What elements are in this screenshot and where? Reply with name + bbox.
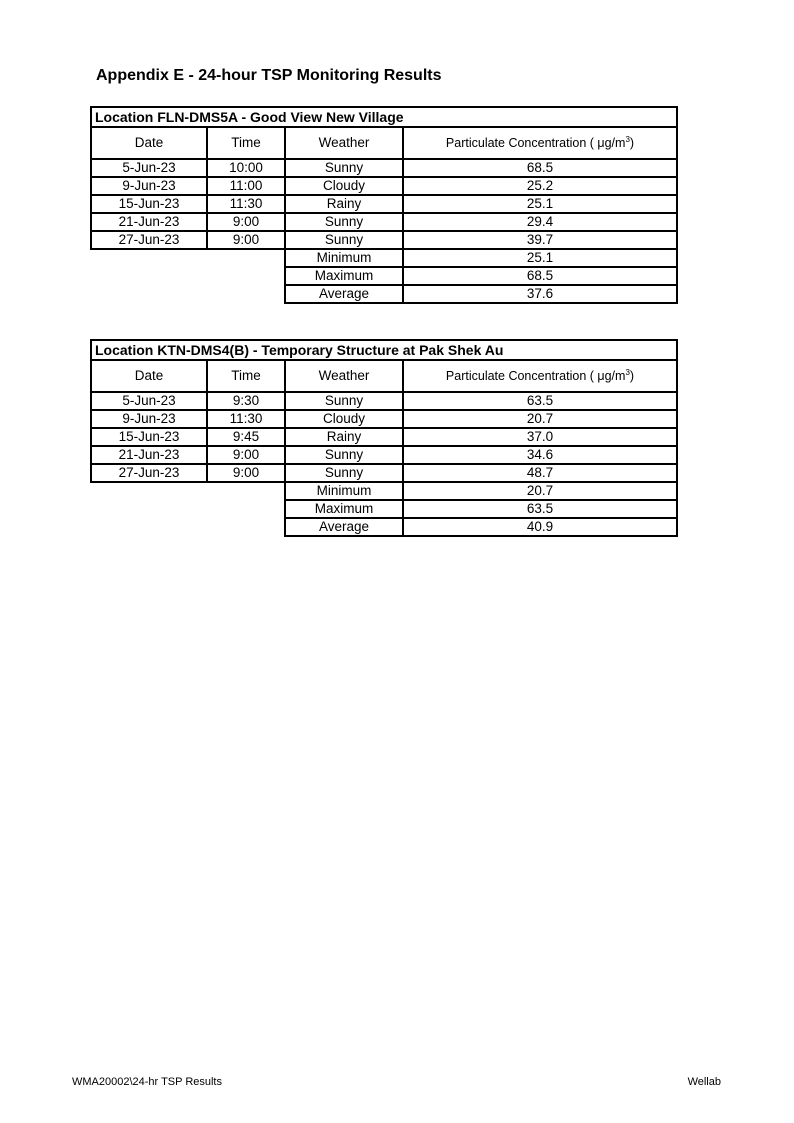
concentration-cell: 34.6	[403, 446, 677, 464]
time-cell: 9:00	[207, 464, 285, 482]
date-cell: 21-Jun-23	[91, 446, 207, 464]
concentration-cell: 37.0	[403, 428, 677, 446]
weather-cell: Sunny	[285, 392, 403, 410]
time-cell: 11:30	[207, 410, 285, 428]
concentration-cell: 25.2	[403, 177, 677, 195]
page-title: Appendix E - 24-hour TSP Monitoring Results	[96, 67, 442, 84]
summary-value: 63.5	[403, 500, 677, 518]
summary-row-maximum	[91, 267, 677, 285]
summary-label: Average	[285, 285, 403, 303]
blank-cell	[91, 518, 285, 536]
summary-row-average	[91, 285, 677, 303]
date-cell: 15-Jun-23	[91, 428, 207, 446]
concentration-cell: 25.1	[403, 195, 677, 213]
table-row	[91, 213, 677, 231]
summary-value: 25.1	[403, 249, 677, 267]
summary-value: 37.6	[403, 285, 677, 303]
header-date: Date	[91, 127, 207, 159]
weather-cell: Sunny	[285, 213, 403, 231]
summary-value: 20.7	[403, 482, 677, 500]
table-row	[91, 428, 677, 446]
weather-cell: Sunny	[285, 464, 403, 482]
table-row	[91, 464, 677, 482]
weather-cell: Cloudy	[285, 177, 403, 195]
date-cell: 27-Jun-23	[91, 231, 207, 249]
summary-label: Average	[285, 518, 403, 536]
table-row	[91, 159, 677, 177]
time-cell: 9:00	[207, 231, 285, 249]
location-title: Location FLN-DMS5A - Good View New Village	[91, 107, 677, 127]
time-cell: 9:00	[207, 213, 285, 231]
date-cell: 21-Jun-23	[91, 213, 207, 231]
summary-label: Maximum	[285, 500, 403, 518]
concentration-cell: 39.7	[403, 231, 677, 249]
date-cell: 15-Jun-23	[91, 195, 207, 213]
date-cell: 9-Jun-23	[91, 177, 207, 195]
table-row	[91, 410, 677, 428]
weather-cell: Sunny	[285, 159, 403, 177]
date-cell: 5-Jun-23	[91, 159, 207, 177]
summary-row-minimum	[91, 482, 677, 500]
concentration-cell: 29.4	[403, 213, 677, 231]
blank-cell	[91, 482, 285, 500]
header-concentration: Particulate Concentration ( $\mu g/m^3$)	[403, 360, 677, 392]
tsp-results-table-ktn-dms4b	[90, 339, 678, 537]
date-cell: 27-Jun-23	[91, 464, 207, 482]
summary-label: Minimum	[285, 482, 403, 500]
weather-cell: Sunny	[285, 231, 403, 249]
header-date: Date	[91, 360, 207, 392]
summary-row-average	[91, 518, 677, 536]
summary-label: Maximum	[285, 267, 403, 285]
time-cell: 11:30	[207, 195, 285, 213]
time-cell: 9:00	[207, 446, 285, 464]
blank-cell	[91, 249, 285, 267]
header-weather: Weather	[285, 127, 403, 159]
location-title: Location KTN-DMS4(B) - Temporary Structure at Pak Shek Au	[91, 340, 677, 360]
header-concentration: Particulate Concentration ( $\mu g/m^3$)	[403, 127, 677, 159]
footer-company: Wellab	[687, 1076, 721, 1088]
header-weather: Weather	[285, 360, 403, 392]
table-row	[91, 446, 677, 464]
blank-cell	[91, 285, 285, 303]
blank-cell	[91, 267, 285, 285]
blank-cell	[91, 500, 285, 518]
concentration-cell: 63.5	[403, 392, 677, 410]
summary-label: Minimum	[285, 249, 403, 267]
header-time: Time	[207, 127, 285, 159]
tsp-results-table-fln-dms5a	[90, 106, 678, 304]
time-cell: 9:45	[207, 428, 285, 446]
weather-cell: Sunny	[285, 446, 403, 464]
footer-document-ref: WMA20002\24-hr TSP Results	[72, 1076, 222, 1088]
time-cell: 10:00	[207, 159, 285, 177]
date-cell: 5-Jun-23	[91, 392, 207, 410]
header-time: Time	[207, 360, 285, 392]
table-row	[91, 195, 677, 213]
summary-value: 68.5	[403, 267, 677, 285]
weather-cell: Rainy	[285, 428, 403, 446]
summary-row-minimum	[91, 249, 677, 267]
table-row	[91, 177, 677, 195]
table-row	[91, 231, 677, 249]
weather-cell: Rainy	[285, 195, 403, 213]
weather-cell: Cloudy	[285, 410, 403, 428]
summary-value: 40.9	[403, 518, 677, 536]
time-cell: 11:00	[207, 177, 285, 195]
concentration-cell: 68.5	[403, 159, 677, 177]
concentration-cell: 20.7	[403, 410, 677, 428]
date-cell: 9-Jun-23	[91, 410, 207, 428]
table-row	[91, 392, 677, 410]
summary-row-maximum	[91, 500, 677, 518]
time-cell: 9:30	[207, 392, 285, 410]
concentration-cell: 48.7	[403, 464, 677, 482]
